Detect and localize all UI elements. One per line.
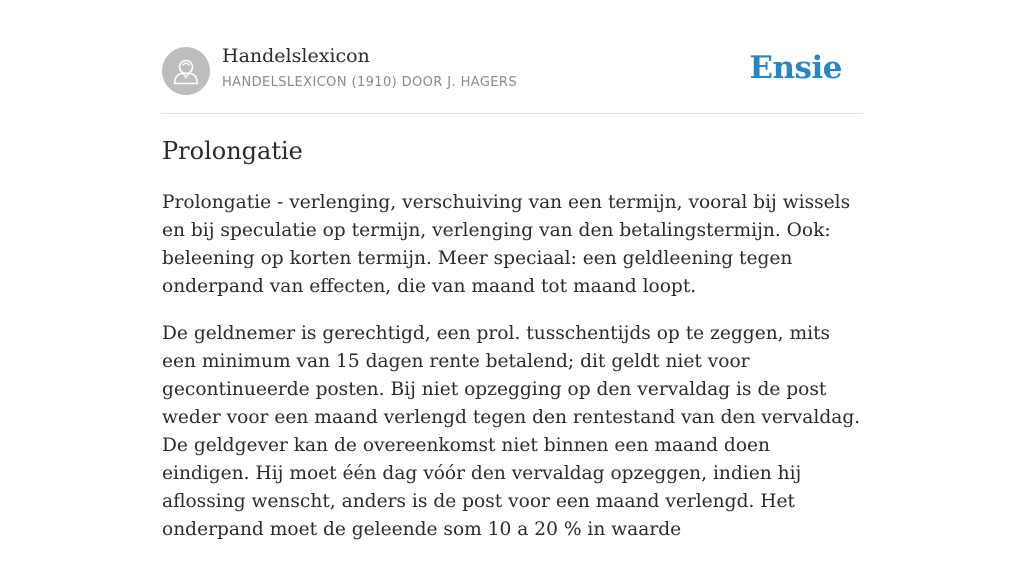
source-header — [162, 0, 862, 114]
source-subtitle: HANDELSLEXICON (1910) DOOR J. HAGERS — [222, 75, 517, 90]
user-icon-graphic — [162, 47, 210, 95]
user-icon — [162, 47, 210, 95]
article-paragraph: Prolongatie - verlenging, verschuiving van een termijn, vooral bij wissels en bij speculatie op termijn, verlenging van den betalingstermijn. Ook: beleening op korten termijn. Meer speciaal: een geldleening tegen onderpand van effecten, die van maand tot maand loopt. — [162, 192, 851, 297]
article-title: Prolongatie — [162, 137, 303, 165]
page-container — [162, 0, 862, 540]
ensie-logo-link[interactable]: Ensie — [749, 50, 842, 86]
source-name-link[interactable]: Handelslexicon — [222, 45, 370, 67]
article-body — [162, 189, 862, 563]
article-paragraph: De geldnemer is gerechtigd, een prol. tusschentijds op te zeggen, mits een minimum van 15 dagen rente betalend; dit geldt niet voor gecontinueerde posten. Bij niet opzegging op den vervaldag is de post weder voor een maand verlengd tegen den rentestand van den vervaldag. De geldgever kan de overeenkomst niet binnen een maand doen eindigen. Hij moet één dag vóór den vervaldag opzeggen, indien hij aflossing wenscht, anders is de post voor een maand verlengd. Het onderpand moet de geleende som 10 a 20 % in waarde — [162, 323, 861, 540]
